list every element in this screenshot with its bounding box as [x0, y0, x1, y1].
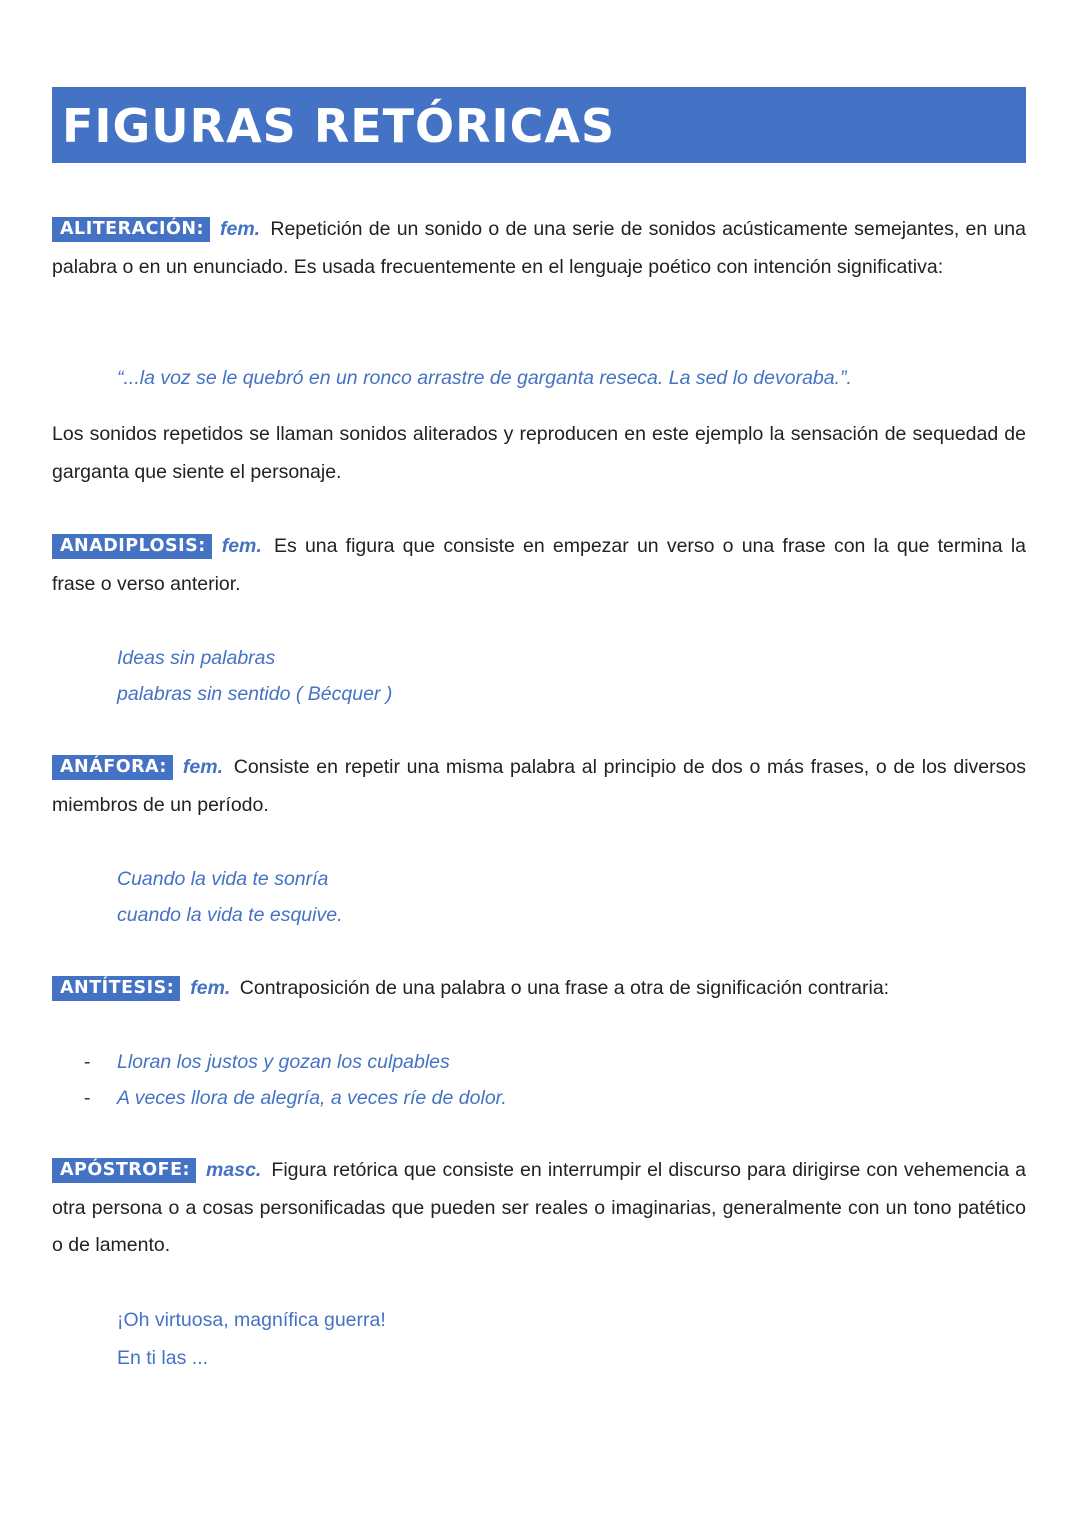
title-banner: [52, 87, 1026, 163]
bullet-text: A veces llora de alegría, a veces ríe de dolor.: [117, 1087, 507, 1109]
example-bullet-list: [84, 1044, 507, 1116]
entry-anadiplosis: [52, 528, 1026, 603]
list-item: [84, 1080, 507, 1116]
gender-label: fem.: [190, 977, 231, 999]
bullet-dash: -: [84, 1051, 91, 1073]
example-line: En ti las ...: [117, 1347, 209, 1369]
definition-text: Contraposición de una palabra o una frase a otra de significación contraria:: [239, 977, 890, 999]
definition-text: Repetición de un sonido o de una serie de sonidos acústicamente semejantes, en una palabra o en un enunciado. Es usada frecuentemente en el lenguaje poético con intención significativa:: [52, 218, 1026, 278]
definition-text: Figura retórica que consiste en interrumpir el discurso para dirigirse con vehemencia a otra persona o a cosas personificadas que pueden ser reales o imaginarias, generalmente con un tono patético o de lamento.: [52, 1159, 1026, 1256]
gender-label: fem.: [220, 218, 261, 240]
example-quote: “...la voz se le quebró en un ronco arrastre de garganta reseca. La sed lo devoraba.”.: [117, 367, 852, 389]
example-line: palabras sin sentido ( Bécquer ): [117, 683, 393, 705]
explanatory-note: Los sonidos repetidos se llaman sonidos aliterados y reproducen en este ejemplo la sensación de sequedad de garganta que siente el personaje.: [52, 423, 1026, 483]
gender-label: masc.: [206, 1159, 262, 1181]
term-label: ANÁFORA:: [52, 755, 173, 780]
term-label: ANTÍTESIS:: [52, 976, 180, 1001]
entry-aliteracion: [52, 211, 1026, 286]
entry-antitesis: [52, 970, 1026, 1008]
example-line: Ideas sin palabras: [117, 647, 276, 669]
gender-label: fem.: [182, 756, 224, 778]
example-line: cuando la vida te esquive.: [117, 904, 343, 926]
entry-apostrofe: [52, 1152, 1026, 1265]
term-label: ALITERACIÓN:: [52, 217, 210, 242]
term-label: ANADIPLOSIS:: [52, 534, 212, 559]
page-title: FIGURAS RETÓRICAS: [62, 99, 616, 153]
example-line: ¡Oh virtuosa, magnífica guerra!: [117, 1309, 386, 1331]
example-line: Cuando la vida te sonría: [117, 868, 329, 890]
entry-anafora: [52, 749, 1026, 824]
definition-text: Es una figura que consiste en empezar un verso o una frase con la que termina la frase o verso anterior.: [52, 535, 1026, 595]
bullet-text: Lloran los justos y gozan los culpables: [117, 1051, 450, 1073]
list-item: [84, 1044, 507, 1080]
bullet-dash: -: [84, 1087, 91, 1109]
term-label: APÓSTROFE:: [52, 1158, 196, 1183]
gender-label: fem.: [221, 535, 262, 557]
definition-text: Consiste en repetir una misma palabra al principio de dos o más frases, o de los diversos miembros de un período.: [52, 756, 1026, 816]
